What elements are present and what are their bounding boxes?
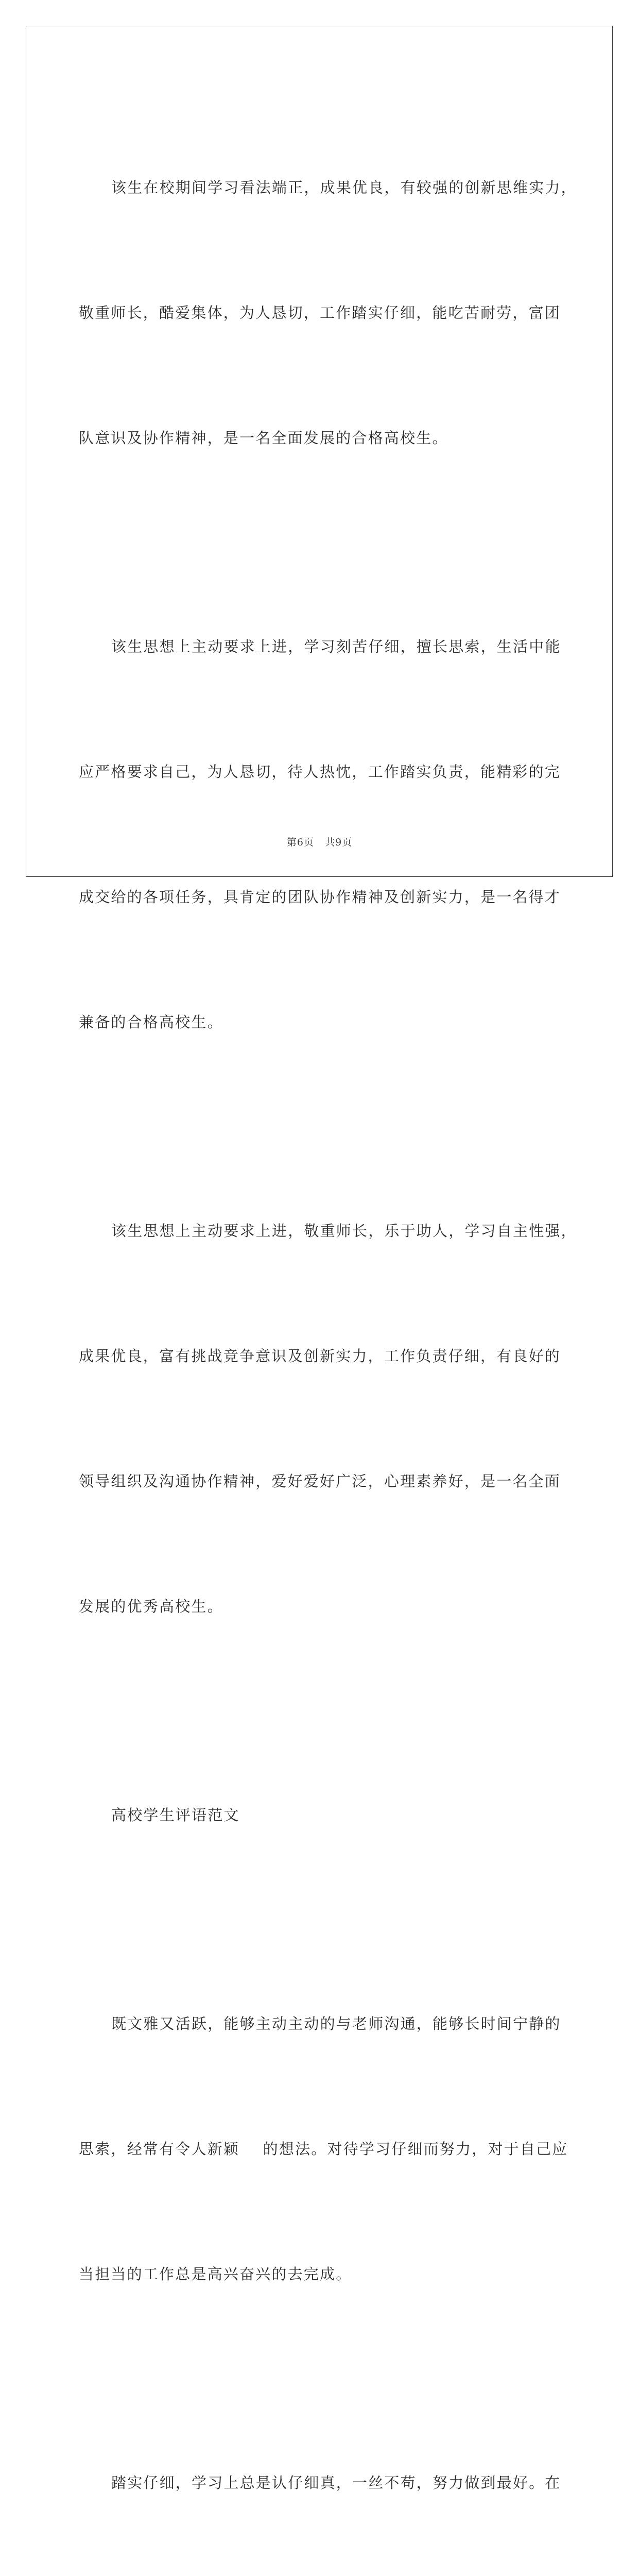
text-line: 应严格要求自己，为人恳切，待人热忱，工作踏实负责，能精彩的完 (79, 763, 561, 781)
paragraph-5 (79, 2379, 563, 2576)
paragraph-3 (79, 1127, 577, 1711)
text-line: 发展的优秀高校生。 (79, 1598, 223, 1615)
text-line: 成交给的各项任务，具肯定的团队协作精神及创新实力，是一名得才 (79, 888, 561, 906)
text-line: 该生在校期间学习看法端正，成果优良，有较强的创新思维实力， (111, 179, 577, 196)
paragraph-4 (79, 1920, 568, 2379)
text-line: 踏实仔细，学习上总是认仔细真，一丝不苟，努力做到最好。在 (111, 2474, 561, 2492)
text-line: 敬重师长，酷爱集体，为人恳切，工作踏实仔细，能吃苦耐劳，富团 (79, 304, 561, 321)
text-line: 兼备的合格高校生。 (79, 1013, 223, 1031)
text-line: 领导组织及沟通协作精神，爱好爱好广泛，心理素养好，是一名全面 (79, 1472, 561, 1490)
page-total: 共9页 (325, 837, 353, 848)
text-line: 队意识及协作精神，是一名全面发展的合格高校生。 (79, 429, 448, 447)
document-body (79, 83, 577, 2576)
page-footer (0, 835, 639, 849)
text-line: 成果优良，富有挑战竞争意识及创新实力，工作负责仔细，有良好的 (79, 1347, 561, 1365)
text-line: 该生思想上主动要求上进，学习刻苦仔细，擅长思索，生活中能 (111, 638, 561, 655)
text-line: 思索，经常有令人新颖 的想法。对待学习仔细而努力，对于自己应 (79, 2140, 568, 2158)
paragraph-1 (79, 83, 577, 543)
section-heading (79, 1711, 563, 1920)
heading-text: 高校学生评语范文 (111, 1806, 240, 1824)
text-line: 该生思想上主动要求上进，敬重师长，乐于助人，学习自主性强， (111, 1222, 577, 1240)
page-number: 第6页 (286, 837, 314, 848)
text-line: 既文雅又活跃，能够主动主动的与老师沟通，能够长时间宁静的 (111, 2015, 561, 2032)
text-line: 当担当的工作总是高兴奋兴的去完成。 (79, 2265, 352, 2283)
